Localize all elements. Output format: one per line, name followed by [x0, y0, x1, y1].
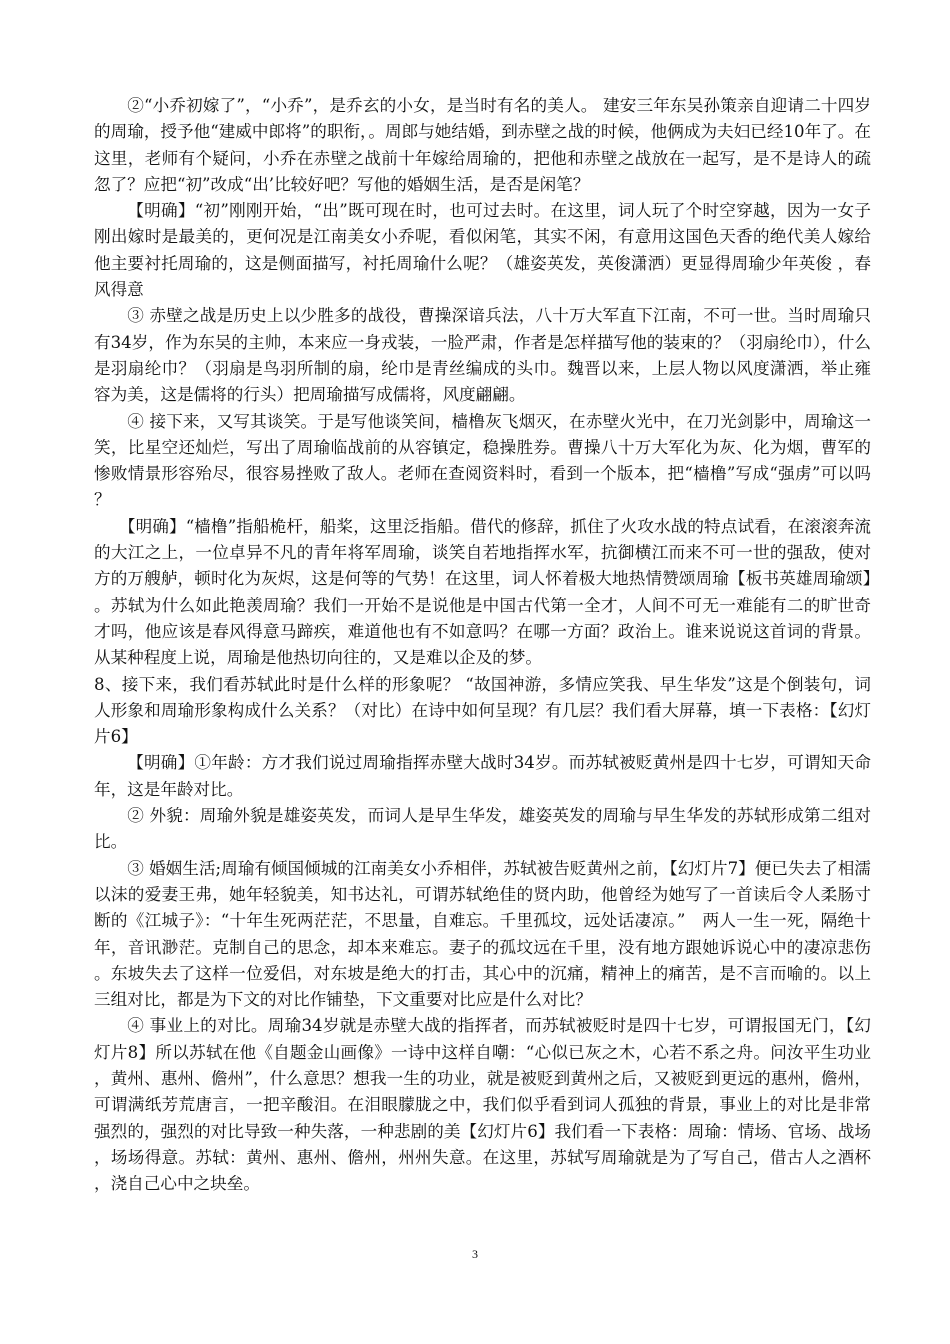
paragraph-xiaoqiao: ②“小乔初嫁了”，“小乔”，是乔玄的小女，是当时有名的美人。 建安三年东吴孙策亲自迎请二十四岁的周瑜，授予他“建威中郎将”的职衔，。周郎与她结婚，到赤壁之战的时候，他俩成为夫妇已经10年了。在这里，老师有个疑问，小乔在赤壁之战前十年嫁给周瑜的，把他和赤壁之战放在一起写，是不是诗人的疏忽了？应把“初”改成“出’比较好吧？写他的婚姻生活，是否是闲笔？ — [94, 96, 871, 194]
paragraph-section-8: 8、接下来，我们看苏轼此时是什么样的形象呢？ “故国神游，多情应笑我、早生华发”这是个倒装句，词人形象和周瑜形象构成什么关系？（对比）在诗中如何呈现？有几层？我们看大屏幕，填一下表格：【幻灯片6】 — [94, 674, 871, 747]
paragraph-career: ④ 事业上的对比。周瑜34岁就是赤壁大战的指挥者，而苏轼被贬时是四十七岁，可谓报国无门，【幻灯片8】所以苏轼在他《自题金山画像》一诗中这样自嘲：“心似已灰之木，心若不系之舟。问汝平生功业，黄州、惠州、儋州”，什么意思？想我一生的功业，就是被贬到黄州之后，又被贬到更远的惠州，儋州，可谓满纸芳荒唐言，一把辛酸泪。在泪眼朦胧之中，我们似乎看到词人孤独的背景，事业上的对比是非常强烈的，强烈的对比导致一种失落，一种悲剧的美【幻灯片6】我们看一下表格：周瑜：情场、官场、战场，场场得意。苏轼：黄州、惠州、儋州，州州失意。在这里，苏轼写周瑜就是为了写自己，借古人之酒杯，浇自己心中之块垒。 — [94, 1016, 871, 1194]
paragraph-answer-qianglu: 【明确】“樯橹”指船桅杆，船桨，这里泛指船。借代的修辞，抓住了火攻水战的特点试看，在滚滚奔流的大江之上，一位卓异不凡的青年将军周瑜，谈笑自若地指挥水军，抗御横江而来不可一世的强敌，使对方的万艘舻，顿时化为灰烬，这是何等的气势！在这里，词人怀着极大地热情赞颂周瑜【板书英雄周瑜颂】。苏轼为什么如此艳羡周瑜？我们一开始不是说他是中国古代第一全才，人间不可无一难能有二的旷世奇才吗，他应该是春风得意马蹄疾，难道他也有不如意吗？在哪一方面？政治上。谁来说说这首词的背景。从某种程度上说，周瑜是他热切向往的，又是难以企及的梦。 — [94, 516, 871, 668]
paragraph-marriage: ③ 婚姻生活;周瑜有倾国倾城的江南美女小乔相伴，苏轼被告贬黄州之前，【幻灯片7】便已失去了相濡以沫的爱妻王弗，她年轻貌美，知书达礼，可谓苏轼绝佳的贤内助，他曾经为她写了一首读后令人柔肠寸断的《江城子》：“十年生死两茫茫，不思量，自难忘。千里孤坟，远处话凄凉。” 两人一生一死，隔绝十年，音讯渺茫。克制自己的思念，却本来难忘。妻子的孤坟远在千里，没有地方跟她诉说心中的凄凉悲伤。东坡失去了这样一位爱侣，对东坡是绝大的打击，其心中的沉痛，精神上的痛苦，是不言而喻的。以上三组对比，都是为下文的对比作铺垫，下文重要对比应是什么对比？ — [94, 858, 871, 1010]
paragraph-answer-age: 【明确】①年龄：方才我们说过周瑜指挥赤壁大战时34岁。而苏轼被贬黄州是四十七岁，可谓知天命年，这是年龄对比。 — [94, 753, 871, 799]
document-body — [94, 93, 871, 1197]
paragraph-yushan-guanjin: ③ 赤壁之战是历史上以少胜多的战役，曹操深谙兵法，八十万大军直下江南，不可一世。当时周瑜只有34岁，作为东吴的主帅，本来应一身戎装，一脸严肃，作者是怎样描写他的装束的？（羽扇纶巾），什么是羽扇纶巾？（羽扇是鸟羽所制的扇，纶巾是青丝编成的头巾。魏晋以来，上层人物以风度潇洒，举止雍容为美，这是儒将的行头）把周瑜描写成儒将，风度翩翩。 — [94, 306, 871, 405]
page-number: 3 — [472, 1247, 478, 1261]
paragraph-answer-chu: 【明确】“初”刚刚开始，“出”既可现在时，也可过去时。在这里，词人玩了个时空穿越，因为一女子刚出嫁时是最美的，更何况是江南美女小乔呢，看似闲笔，其实不闲，有意用这国色天香的绝代美人嫁给他主要衬托周瑜的，这是侧面描写，衬托周瑜什么呢？（雄姿英发，英俊潇洒）更显得周瑜少年英俊 ，春风得意 — [94, 201, 871, 300]
paragraph-appearance: ② 外貌：周瑜外貌是雄姿英发，而词人是早生华发，雄姿英发的周瑜与早生华发的苏轼形成第二组对比。 — [94, 806, 871, 852]
paragraph-tanxiao: ④ 接下来，又写其谈笑。于是写他谈笑间，樯橹灰飞烟灭，在赤壁火光中，在刀光剑影中，周瑜这一笑，比星空还灿烂，写出了周瑜临战前的从容镇定，稳操胜券。曹操八十万大军化为灰、化为烟，曹军的惨败情景形容殆尽，很容易挫败了敌人。老师在查阅资料时，看到一个版本，把“樯橹”写成“强虏”可以吗？ — [94, 411, 871, 510]
